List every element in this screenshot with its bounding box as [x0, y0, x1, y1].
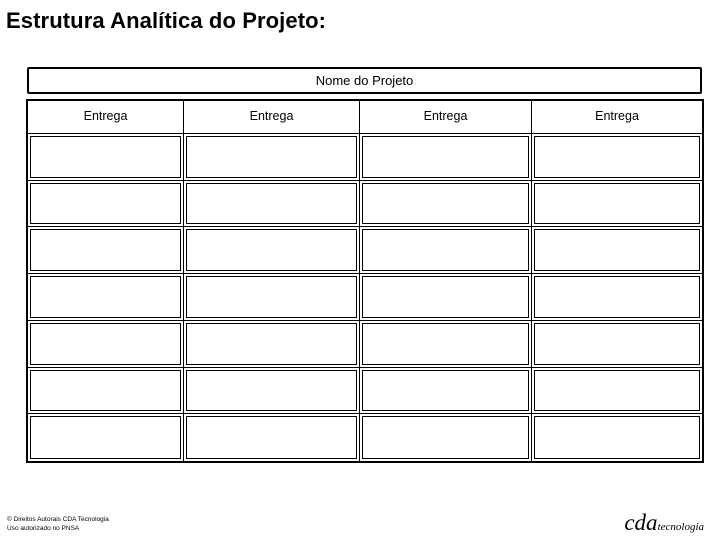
- work-package-cell: [28, 227, 184, 274]
- deliverable-header-1: Entrega: [28, 101, 184, 134]
- work-package-cell: [184, 181, 360, 228]
- copyright-notice: [7, 515, 109, 533]
- project-name-box: [27, 67, 702, 94]
- project-name-label: Nome do Projeto: [315, 73, 414, 88]
- work-package-cell: [28, 181, 184, 228]
- work-package-cell: [184, 368, 360, 415]
- page-title: Estrutura Analítica do Projeto:: [6, 8, 327, 33]
- work-package-cell: [28, 274, 184, 321]
- copyright-line-1: © Direitos Autorais CDA Tecnologia: [7, 516, 109, 523]
- logo-main-text: cda: [624, 510, 658, 535]
- work-package-cell: [360, 321, 532, 368]
- work-package-cell: [360, 181, 532, 228]
- work-package-cell: [184, 274, 360, 321]
- work-package-cell: [532, 414, 702, 461]
- logo-sub-text: tecnologia: [657, 521, 704, 533]
- copyright-line-2: Uso autorizado no PNSA: [7, 525, 80, 532]
- work-package-cell: [360, 274, 532, 321]
- cda-logo: [624, 510, 704, 536]
- deliverable-header-4: Entrega: [532, 101, 702, 134]
- work-package-cell: [532, 227, 702, 274]
- wbs-grid: [26, 99, 704, 463]
- work-package-cell: [532, 321, 702, 368]
- work-package-cell: [360, 368, 532, 415]
- deliverable-header-2: Entrega: [184, 101, 360, 134]
- work-package-cell: [28, 321, 184, 368]
- work-package-cell: [184, 134, 360, 181]
- work-package-cell: [184, 414, 360, 461]
- work-package-cell: [28, 414, 184, 461]
- work-package-cell: [360, 134, 532, 181]
- work-package-cell: [360, 414, 532, 461]
- work-package-cell: [532, 181, 702, 228]
- deliverable-header-3: Entrega: [360, 101, 532, 134]
- work-package-cell: [360, 227, 532, 274]
- work-package-cell: [532, 274, 702, 321]
- work-package-cell: [184, 227, 360, 274]
- work-package-cell: [532, 368, 702, 415]
- work-package-cell: [532, 134, 702, 181]
- work-package-cell: [28, 368, 184, 415]
- work-package-cell: [184, 321, 360, 368]
- work-package-cell: [28, 134, 184, 181]
